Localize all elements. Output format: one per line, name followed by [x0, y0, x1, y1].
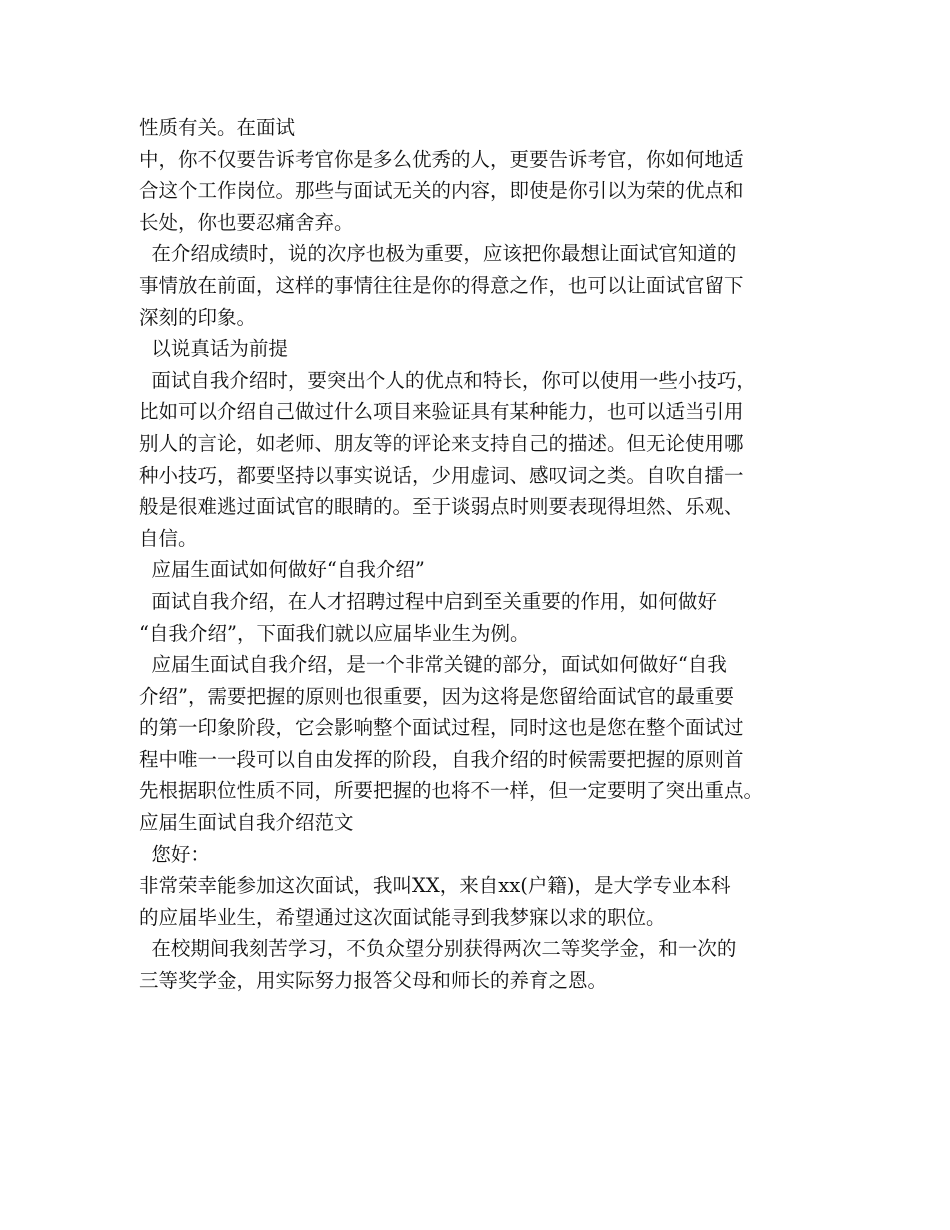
text-line: 般是很难逃过面试官的眼睛的。至于谈弱点时则要表现得坦然、乐观、 — [139, 495, 744, 519]
text-line: 应届生面试自我介绍，是一个非常关键的部分，面试如何做好“自我 — [139, 653, 727, 677]
section-heading: 以说真话为前提 — [139, 337, 288, 361]
text-line: 的第一印象阶段，它会影响整个面试过程，同时这也是您在整个面试过 — [139, 716, 744, 740]
text-line: “自我介绍”，下面我们就以应届毕业生为例。 — [139, 621, 530, 645]
text-line: 程中唯一一段可以自由发挥的阶段，自我介绍的时候需要把握的原则首 — [139, 747, 744, 771]
text-line: 在介绍成绩时，说的次序也极为重要，应该把你最想让面试官知道的 — [139, 242, 737, 266]
text-line: 别人的言论，如老师、朋友等的评论来支持自己的描述。但无论使用哪 — [139, 431, 744, 455]
section-heading: 应届生面试如何做好“自我介绍” — [139, 558, 425, 582]
text-line: 比如可以介绍自己做过什么项目来验证具有某种能力，也可以适当引用 — [139, 400, 744, 424]
text-line: 介绍”，需要把握的原则也很重要，因为这将是您留给面试官的最重要 — [139, 684, 734, 708]
text-line: 事情放在前面，这样的事情往往是你的得意之作，也可以让面试官留下 — [139, 273, 744, 297]
text-line: 种小技巧，都要坚持以事实说话，少用虚词、感叹词之类。自吹自擂一 — [139, 463, 744, 487]
text-line: 三等奖学金，用实际努力报答父母和师长的养育之恩。 — [139, 969, 608, 993]
text-line: 您好： — [139, 842, 210, 866]
section-heading: 应届生面试自我介绍范文 — [139, 811, 354, 835]
text-line: 性质有关。在面试 — [139, 116, 296, 139]
text-line: 先根据职位性质不同，所要把握的也将不一样，但一定要明了突出重点。 — [139, 779, 764, 803]
text-line: 面试自我介绍，在人才招聘过程中启到至关重要的作用，如何做好 — [139, 589, 717, 613]
text-line: 长处，你也要忍痛舍弃。 — [139, 210, 354, 234]
text-line: 自信。 — [139, 526, 198, 550]
text-line: 的应届毕业生，希望通过这次面试能寻到我梦寐以求的职位。 — [139, 905, 666, 929]
text-line: 合这个工作岗位。那些与面试无关的内容，即使是你引以为荣的优点和 — [139, 179, 744, 203]
document-body — [139, 112, 819, 997]
text-line: 中，你不仅要告诉考官你是多么优秀的人，更要告诉考官，你如何地适 — [139, 147, 744, 171]
text-line: 非常荣幸能参加这次面试，我叫XX，来自xx(户籍)，是大学专业本科 — [139, 874, 731, 898]
text-line: 在校期间我刻苦学习，不负众望分别获得两次二等奖学金，和一次的 — [139, 937, 737, 961]
text-line: 面试自我介绍时，要突出个人的优点和特长，你可以使用一些小技巧， — [139, 368, 756, 392]
text-line: 深刻的印象。 — [139, 305, 257, 329]
